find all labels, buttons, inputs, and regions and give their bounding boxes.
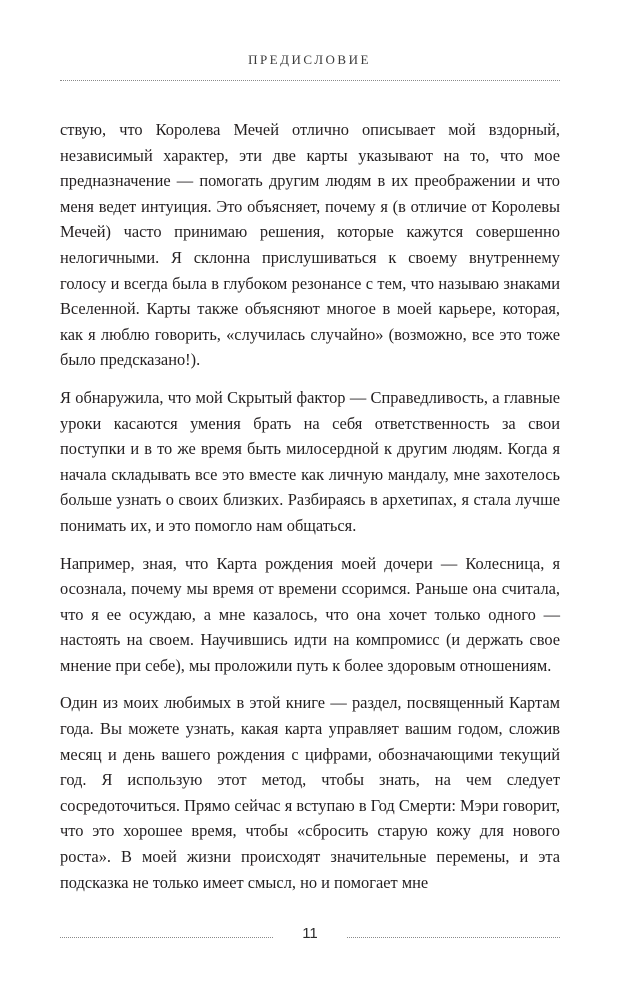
body-text: [60, 117, 560, 907]
paragraph-3: Например, зная, что Карта рождения моей дочери — Колесница, я осознала, почему мы время от времени ссоримся. Раньше она считала, что я ее осуждаю, а мне казалось, что она хочет только одного — настоять на своем. Научившись идти на компромисс (и держать свое мнение при себе), мы проложили путь к более здоровым отношениям.: [60, 553, 560, 675]
footer-dotted-rule-right: [347, 937, 560, 938]
running-title: ПРЕДИСЛОВИЕ: [248, 52, 371, 67]
page-number: 11: [302, 925, 318, 942]
page-footer: [60, 925, 560, 947]
header-dotted-rule: [60, 80, 560, 81]
paragraph-4: Один из моих любимых в этой книге — раздел, посвященный Картам года. Вы можете узнать, какая карта управляет вашим годом, сложив месяц и день вашего рождения с цифрами, обозначающими текущий год. Я использую этот метод, чтобы знать, на чем следует сосредоточиться. Прямо сейчас я вступаю в Год Смерти: Мэри говорит, что это хорошее время, чтобы «сбросить старую кожу для нового роста». В моей жизни происходят значительные перемены, и эта подсказка не только имеет смысл, но и помогает мне: [60, 693, 561, 892]
paragraph-2: Я обнаружила, что мой Скрытый фактор — Справедливость, а главные уроки касаются умения брать на себя ответственность за свои поступки и в то же время быть милосердной к другим людям. Когда я начала складывать все это вместе как личную мандалу, мне захотелось больше узнать о своих близких. Разбираясь в архетипах, я стала лучше понимать их, и это помогло нам общаться.: [60, 387, 560, 535]
paragraph-1: ствую, что Королева Мечей отлично описывает мой вздорный, независимый характер, эти две карты указывают на то, что мое предназначение — помогать другим людям в их преображении и что меня ведет интуиция. Это объясняет, почему я (в отличие от Королевы Мечей) часто принимаю решения, которые кажутся совершенно нелогичными. Я склонна прислушиваться к своему внутреннему голосу и всегда была в глубоком резонансе с тем, что называю знаками Вселенной. Карты также объясняют многое в моей карьере, которая, как я люблю говорить, «случилась случайно» (возможно, все это тоже было предсказано!).: [60, 120, 560, 370]
